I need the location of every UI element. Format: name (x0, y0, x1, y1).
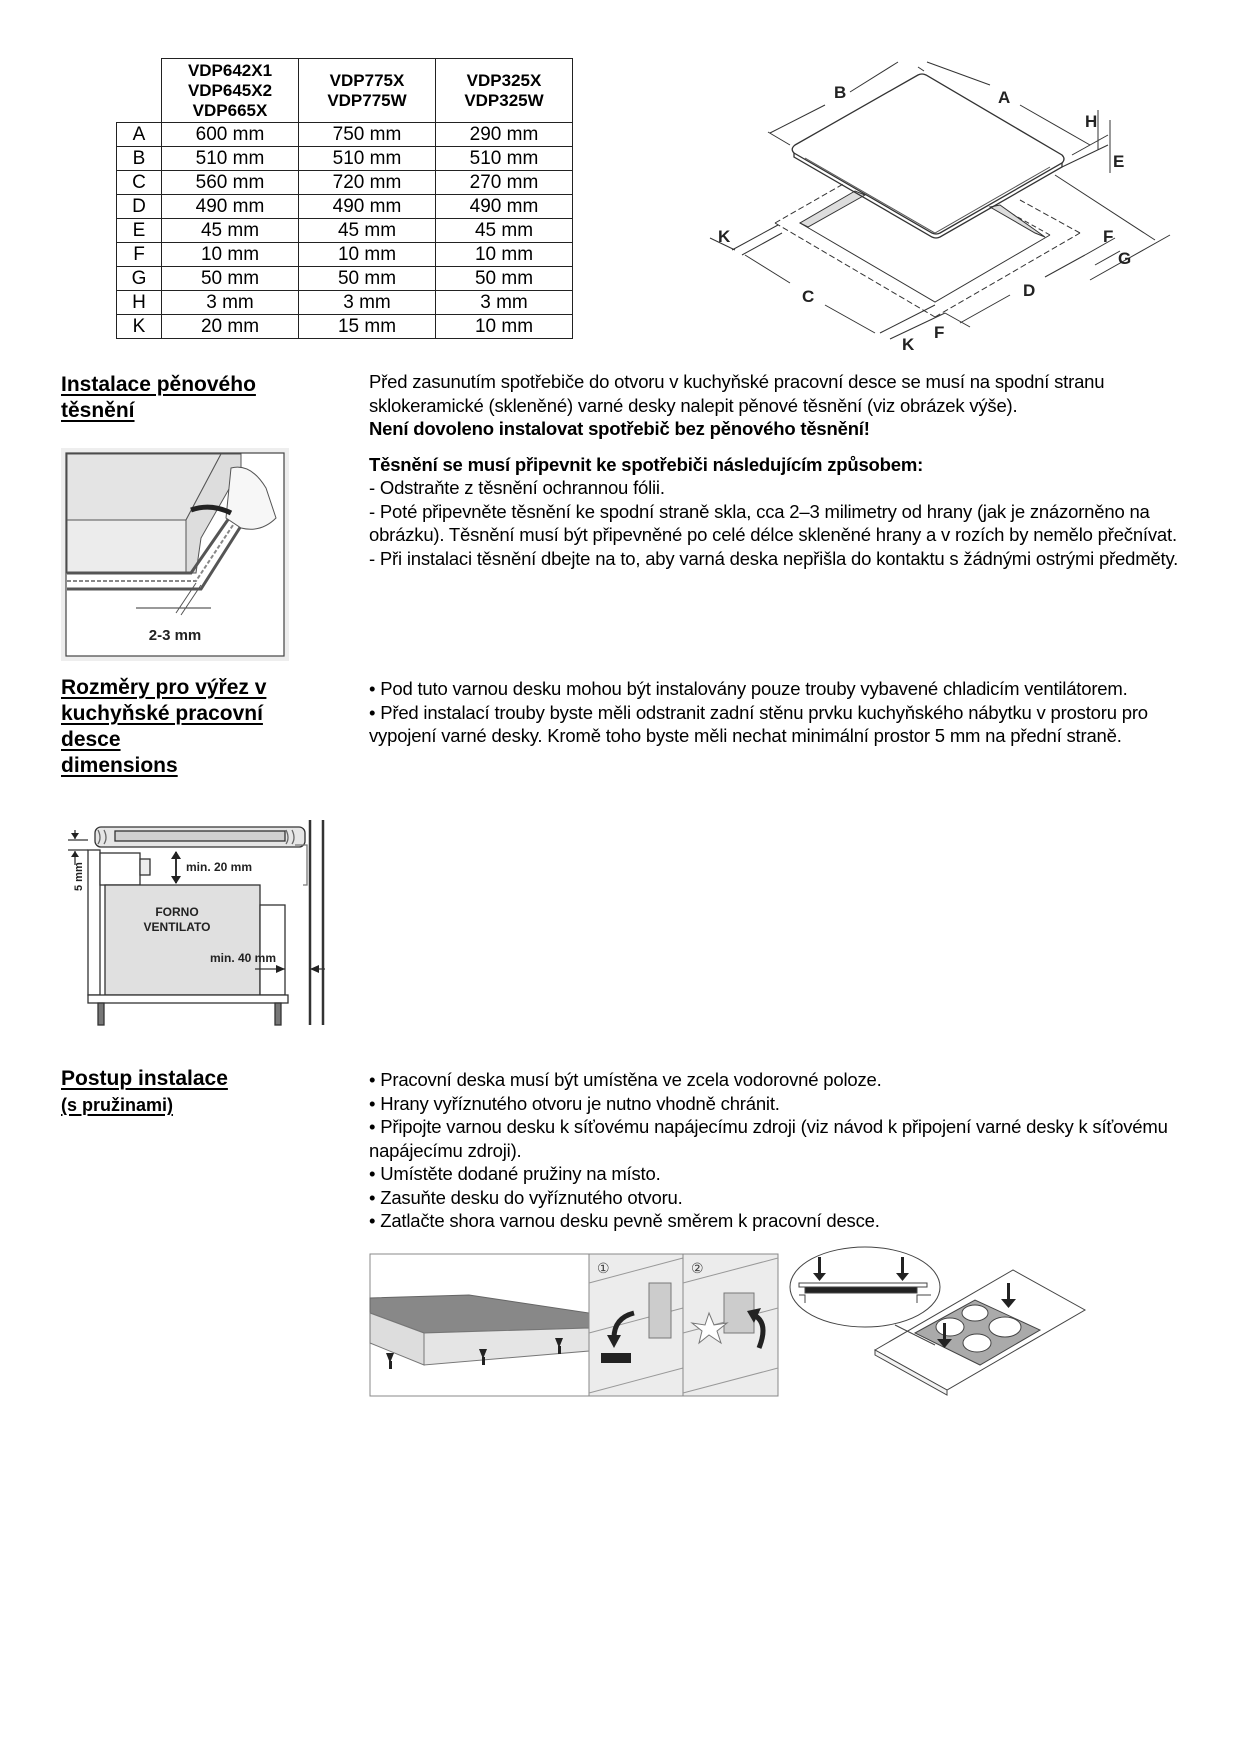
table-cell: 490 mm (162, 195, 299, 219)
foam-seal-figure-label: 2-3 mm (148, 627, 202, 644)
section-heading-cutout: Rozměry pro výřez v kuchyňské pracovní desce dimensions (61, 676, 267, 777)
table-header-model-group-1: VDP642X1 VDP645X2 VDP665X (162, 59, 299, 123)
foam-seal-step: - Poté připevněte těsnění ke spodní straně skla, cca 2–3 milimetry od hrany (jak je znázorněno na obrázku). Těsnění musí být připevněné po celé délce skleněné hrany a v rozích by nemělo přečnívat. (369, 500, 1177, 545)
foam-seal-warning: Není dovoleno instalovat spotřebič bez pěnového těsnění! (369, 418, 870, 439)
table-cell: 490 mm (436, 195, 573, 219)
label-oven-line2: VENTILATO (143, 920, 211, 934)
install-bullet: • Pracovní deska musí být umístěna ve zcela vodorovné poloze. (369, 1069, 882, 1090)
hob-dimension-diagram (690, 55, 1180, 355)
table-row (117, 147, 573, 171)
table-row (117, 195, 573, 219)
table-cell: 10 mm (436, 243, 573, 267)
diagram-label-k-left: K (718, 227, 731, 246)
row-label: D (117, 195, 162, 219)
table-cell: 600 mm (162, 123, 299, 147)
table-cell: 490 mm (299, 195, 436, 219)
table-cell: 50 mm (436, 267, 573, 291)
table-cell: 45 mm (162, 219, 299, 243)
diagram-label-f-right: F (1103, 227, 1114, 246)
table-cell: 50 mm (162, 267, 299, 291)
row-label: A (117, 123, 162, 147)
row-label: B (117, 147, 162, 171)
table-cell: 510 mm (162, 147, 299, 171)
install-bullet: • Připojte varnou desku k síťovému napájecímu zdroji (viz návod k připojení varné desky k síťovému napájecímu zdroji). (369, 1116, 1168, 1161)
row-label: K (117, 315, 162, 339)
cutout-bullet: • Pod tuto varnou desku mohou být instalovány pouze trouby vybavené chladicím ventilátorem. (369, 678, 1128, 699)
table-cell: 45 mm (299, 219, 436, 243)
press-down-figure (785, 1245, 1095, 1405)
table-cell: 510 mm (299, 147, 436, 171)
row-label: F (117, 243, 162, 267)
table-row (117, 123, 573, 147)
table-cell: 10 mm (299, 243, 436, 267)
table-cell: 560 mm (162, 171, 299, 195)
diagram-label-b: B (834, 83, 847, 102)
table-row (117, 291, 573, 315)
dimensions-table (116, 58, 573, 339)
oven-clearance-figure (60, 805, 340, 1030)
row-label: H (117, 291, 162, 315)
spring-install-figure (369, 1253, 779, 1398)
diagram-label-d: D (1023, 281, 1036, 300)
step-1-marker: ① (597, 1260, 610, 1276)
table-cell: 510 mm (436, 147, 573, 171)
table-header-row (117, 59, 573, 123)
diagram-label-f-bottom: F (934, 323, 945, 342)
section-heading-foam-seal: Instalace pěnového těsnění (61, 373, 256, 422)
cutout-bullet: • Před instalací trouby byste měli odstranit zadní stěnu prvku kuchyňského nábytku v prostoru pro vypojení varné desky. Kromě toho byste měli nechat minimální prostor 5 mm na přední straně. (369, 701, 1148, 746)
step-2-marker: ② (691, 1260, 704, 1276)
label-5mm: 5 mm (73, 862, 85, 891)
diagram-label-h: H (1085, 112, 1098, 131)
install-bullet: • Zatlačte shora varnou desku pevně směrem k pracovní desce. (369, 1210, 880, 1231)
table-cell: 45 mm (436, 219, 573, 243)
install-bullet: • Zasuňte desku do vyříznutého otvoru. (369, 1186, 683, 1208)
table-header-model-group-3: VDP325X VDP325W (436, 59, 573, 123)
table-row (117, 171, 573, 195)
diagram-label-k-bottom: K (902, 335, 915, 354)
table-cell: 290 mm (436, 123, 573, 147)
diagram-label-a: A (998, 88, 1011, 107)
table-cell: 750 mm (299, 123, 436, 147)
table-cell: 50 mm (299, 267, 436, 291)
label-oven-line1: FORNO (155, 905, 199, 919)
label-min-40mm: min. 40 mm (210, 951, 277, 965)
table-row (117, 267, 573, 291)
row-label: G (117, 267, 162, 291)
diagram-label-e: E (1113, 152, 1125, 171)
row-label: C (117, 171, 162, 195)
install-bullet: • Umístěte dodané pružiny na místo. (369, 1163, 661, 1184)
cutout-text (369, 677, 1199, 748)
table-cell: 10 mm (436, 315, 573, 339)
row-label: E (117, 219, 162, 243)
table-row (117, 315, 573, 339)
foam-seal-step: - Odstraňte z těsnění ochrannou fólii. (369, 477, 665, 498)
table-cell: 3 mm (162, 291, 299, 315)
table-cell: 10 mm (162, 243, 299, 267)
install-bullet: • Hrany vyříznutého otvoru je nutno vhodně chránit. (369, 1092, 780, 1114)
table-cell: 15 mm (299, 315, 436, 339)
table-row (117, 219, 573, 243)
table-row (117, 243, 573, 267)
foam-seal-paragraph: Před zasunutím spotřebiče do otvoru v kuchyňské pracovní desce se musí na spodní stranu sklokeramické (skleněné) varné desky nalepit pěnové těsnění (viz obrázek výše). (369, 371, 1105, 416)
foam-seal-instructions-title: Těsnění se musí připevnit ke spotřebiči následujícím způsobem: (369, 453, 924, 475)
foam-seal-step: - Při instalaci těsnění dbejte na to, aby varná deska nepřišla do kontaktu s žádnými ostrými předměty. (369, 547, 1179, 569)
foam-seal-figure (61, 448, 289, 661)
diagram-label-c: C (802, 287, 815, 306)
table-cell: 270 mm (436, 171, 573, 195)
table-cell: 3 mm (436, 291, 573, 315)
table-header-model-group-2: VDP775X VDP775W (299, 59, 436, 123)
table-cell: 720 mm (299, 171, 436, 195)
table-cell: 20 mm (162, 315, 299, 339)
table-cell: 3 mm (299, 291, 436, 315)
install-text (369, 1068, 1199, 1233)
label-min-20mm: min. 20 mm (186, 860, 253, 874)
table-corner-cell (117, 59, 162, 123)
foam-seal-text (369, 370, 1199, 570)
diagram-label-g: G (1118, 249, 1132, 268)
section-heading-install: Postup instalace (s pružinami) (61, 1067, 228, 1115)
